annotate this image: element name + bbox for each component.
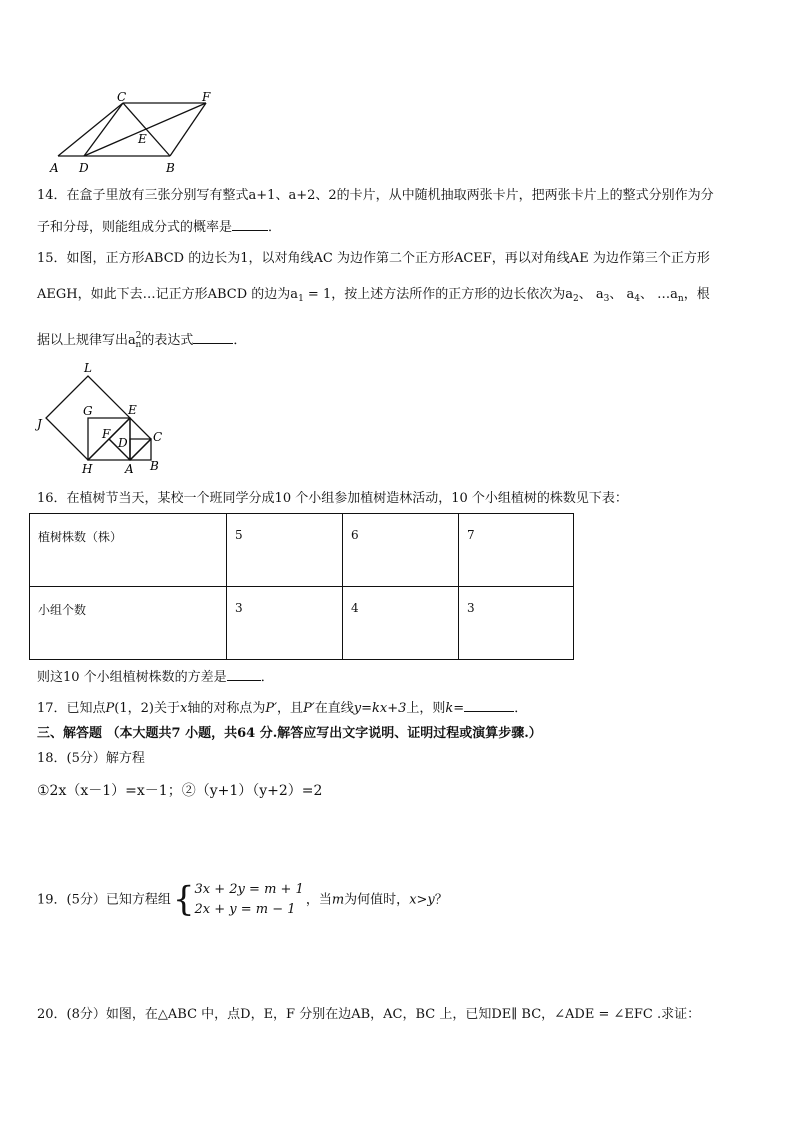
equation-system — [173, 874, 304, 926]
q17-text-b: 轴的对称点为 — [187, 701, 266, 716]
q15-line3 — [37, 327, 246, 354]
q15-line2: AEGH，如此下去…记正方形ABCD 的边为$a_1 = 1$，按上述方法所作的正方形的边长依次为$a_2$、 $a_3$、 $a_4$、 $\dots a_n$，根 — [37, 287, 710, 304]
an-base: a — [128, 333, 136, 348]
label-h: H — [82, 462, 93, 476]
label-e: E — [138, 132, 147, 146]
seq-sub: 2 — [573, 294, 579, 304]
label-l: L — [84, 361, 92, 375]
label-j: J — [37, 417, 42, 431]
q19-text: 19．(5分）已知方程组 — [37, 892, 171, 908]
answer-blank-16 — [227, 668, 261, 681]
q15-line2-text: AEGH，如此下去…记正方形ABCD 的边为 — [37, 287, 291, 302]
q17-text-c: ，且 — [277, 701, 304, 716]
answer-blank-15 — [193, 331, 233, 344]
seq-a4 — [627, 287, 641, 302]
q17-coords: (1，2)关于 — [114, 701, 180, 716]
table-cell: 5 — [227, 514, 343, 587]
q16-after — [37, 668, 274, 687]
a1-base: a — [290, 287, 299, 302]
table-cell: 6 — [343, 514, 459, 587]
left-brace: { — [172, 879, 195, 920]
seq-a2 — [565, 287, 579, 302]
label-b: B — [150, 459, 159, 473]
point-p-prime: P′ — [303, 701, 315, 716]
equation-row: 3x + 2y = m + 1 — [194, 881, 304, 897]
var-k: k= — [445, 701, 465, 716]
q17-text-d: 在直线 — [314, 701, 354, 716]
table-row — [30, 514, 574, 587]
table-cell: 小组个数 — [30, 587, 227, 660]
table-row — [30, 587, 574, 660]
table-cell: 3 — [227, 587, 343, 660]
planting-table — [29, 513, 574, 660]
q19-line — [37, 874, 448, 927]
point-p-prime: P′ — [265, 701, 278, 716]
line-equation: y=kx+3 — [353, 701, 407, 716]
var-m: m — [331, 892, 345, 908]
label-f: F — [102, 427, 111, 441]
figure-nested-squares — [34, 358, 174, 478]
point-p: P — [105, 701, 115, 716]
table-cell: 4 — [343, 587, 459, 660]
q17-text-e: 上，则 — [406, 701, 446, 716]
label-c: C — [153, 430, 163, 444]
an-sup: 2 — [135, 331, 142, 341]
q19-text-b: 为何值时， — [344, 892, 410, 908]
seq-sub: 4 — [634, 294, 641, 304]
label-f: F — [202, 90, 211, 104]
q15-line3-text: 据以上规律写出 — [37, 333, 129, 348]
a1-sub: 1 — [298, 294, 304, 304]
table-cell: 植树株数（株） — [30, 514, 227, 587]
q17-text: 17．已知点 — [37, 701, 106, 716]
seq-base: a — [565, 287, 573, 302]
q14-line2 — [37, 218, 281, 237]
table-cell: 3 — [459, 587, 574, 660]
label-d: D — [118, 436, 128, 450]
q19-text-a: ，当 — [305, 892, 332, 908]
an-squared — [128, 333, 141, 348]
label-c: C — [117, 90, 127, 104]
q18-equations: ①2x（x－1）=x－1；②（y+1）（y+2）=2 — [37, 783, 323, 799]
seq-sub: n — [677, 294, 684, 304]
seq-base: …a — [657, 287, 678, 302]
q18-title: 18．(5分）解方程 — [37, 751, 145, 766]
q14-end: ． — [268, 220, 282, 235]
q14-line2-text: 子和分母，则能组成分式的概率是 — [37, 220, 233, 235]
q15-line2-end: ，根 — [683, 287, 710, 302]
q17-line — [37, 699, 527, 718]
q16-end: ． — [260, 670, 274, 685]
q15-line1: 15．如图，正方形ABCD 的边长为1，以对角线AC 为边作第二个正方形ACEF，再以对角线AE 为边作第三个正方形 — [37, 251, 710, 266]
label-e: E — [128, 403, 137, 417]
label-a: A — [125, 462, 134, 476]
seq-base: a — [626, 287, 635, 302]
var-x: x — [179, 701, 188, 716]
q14-line1: 14．在盒子里放有三张分别写有整式a+1、a+2、2的卡片，从中随机抽取两张卡片，把两张卡片上的整式分别作为分 — [37, 188, 714, 203]
q16-after-text: 则这10 个小组植树株数的方差是 — [37, 670, 227, 685]
label-d: D — [79, 161, 89, 175]
an-sub: n — [135, 340, 142, 350]
label-g: G — [83, 404, 93, 418]
q19-text-c: ？ — [434, 892, 448, 908]
q15-a1 — [290, 287, 304, 302]
seq-a3 — [596, 287, 610, 302]
q16-intro: 16．在植树节当天，某校一个班同学分成10 个小组参加植树造林活动，10 个小组植树的株数见下表： — [37, 491, 628, 506]
seq-base: a — [595, 287, 604, 302]
q17-end: ． — [514, 701, 528, 716]
diagonal-ac — [130, 439, 151, 460]
q20-line: 20．(8分）如图，在△ABC 中，点D，E，F 分别在边AB，AC，BC 上，已知DE∥ BC，∠ADE = ∠EFC .求证： — [37, 1007, 701, 1022]
q15-a1-eq: = 1，按上述方法所作的正方形的边长依次为 — [303, 287, 566, 302]
condition: x>y — [409, 892, 435, 908]
table-cell: 7 — [459, 514, 574, 587]
figure-parallelogram — [48, 90, 228, 176]
answer-blank-14 — [232, 218, 268, 231]
answer-blank-17 — [464, 699, 514, 712]
seq-an — [657, 287, 684, 302]
label-a: A — [50, 161, 59, 175]
seq-sub: 3 — [603, 294, 610, 304]
equation-row: 2x + y = m − 1 — [194, 901, 296, 917]
label-b: B — [166, 161, 175, 175]
system-rows — [195, 880, 304, 920]
section-heading: 三、解答题 （本大题共7 小题，共64 分.解答应写出文字说明、证明过程或演算步骤.） — [37, 726, 542, 741]
q15-line3-text-b: 的表达式 — [141, 333, 194, 348]
q15-end: ． — [233, 333, 247, 348]
